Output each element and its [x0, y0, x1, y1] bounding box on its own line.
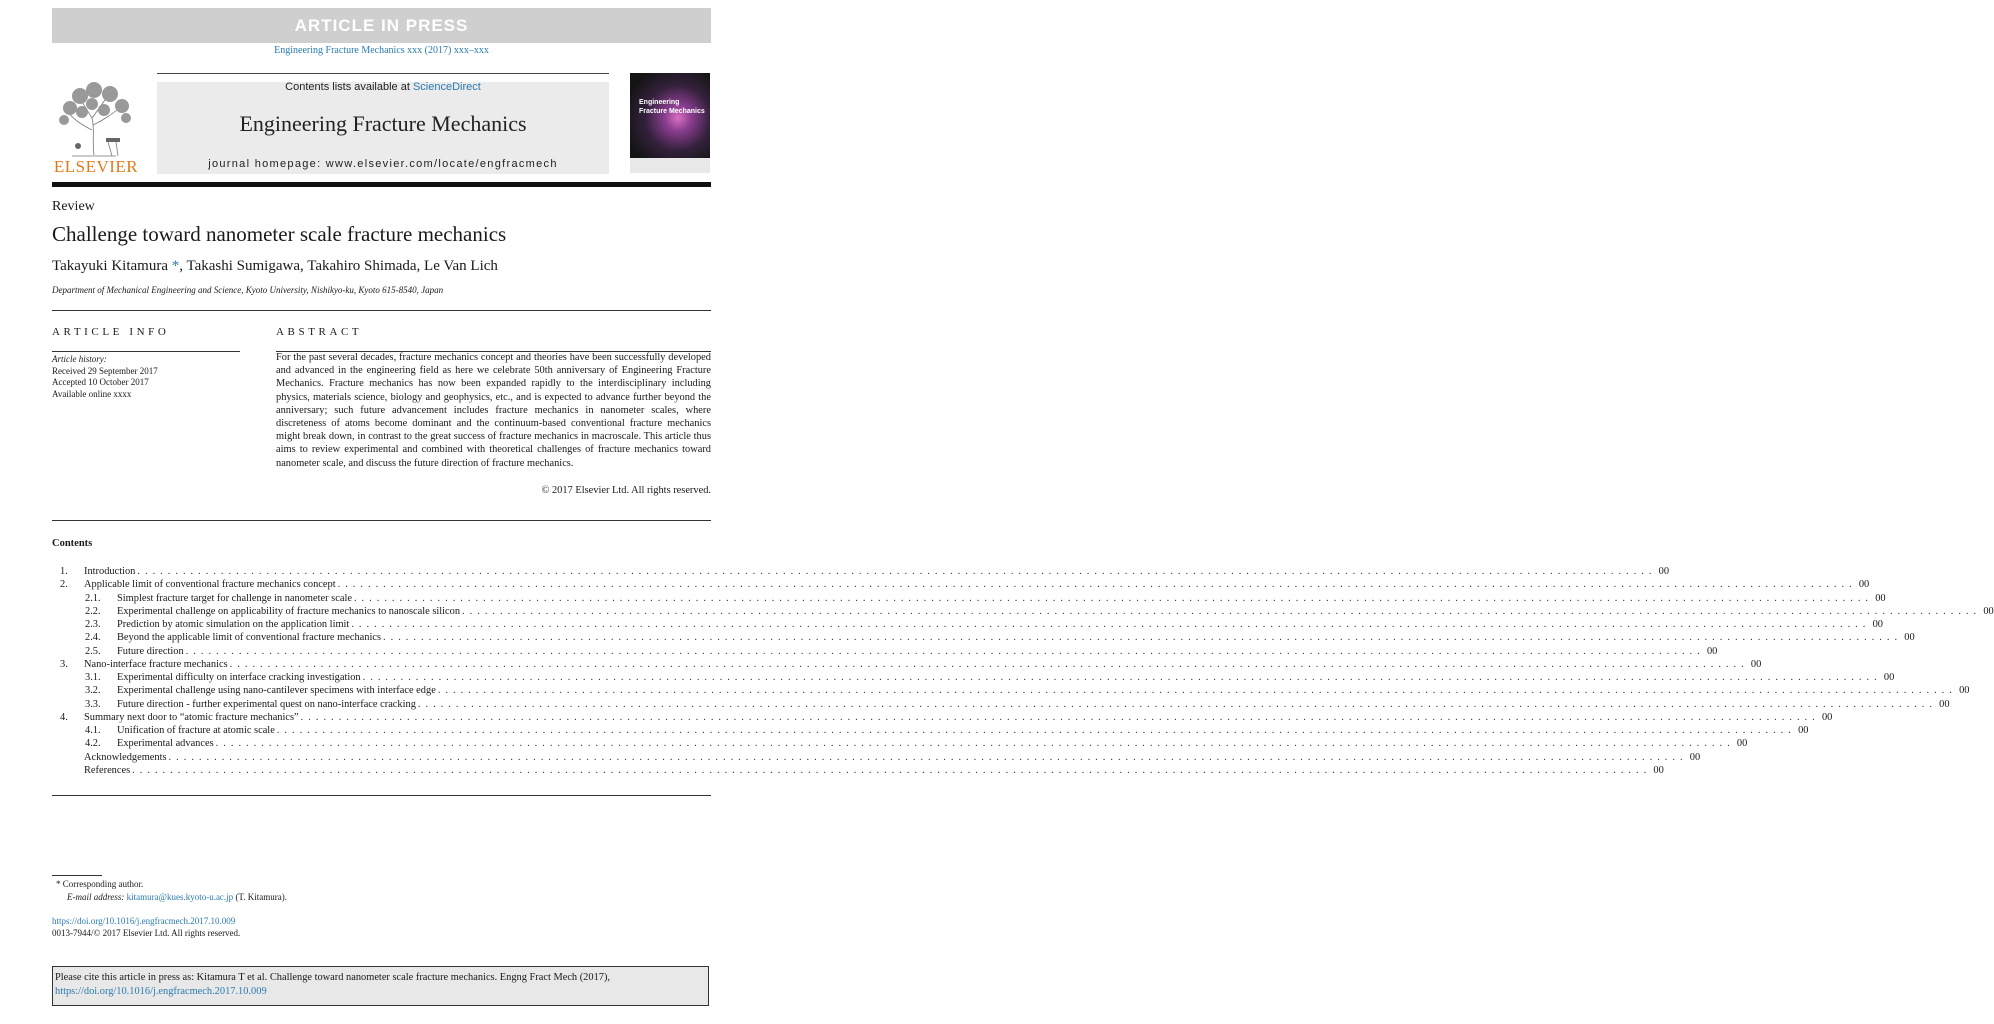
toc-page-number: 00: [1959, 685, 1970, 697]
toc-leader-dots: . . . . . . . . . . . . . . . . . . . . . . . . . . . . . . . . . . . . . . . . . . . . . . . . . . . . . . . . . . . . . . . . . . . . . . . . . . . . . . . . . . . . . . . . . . . . . . . . . . . . . . . . . . . . . . . . . . . . . . . . . . . . . . . . . . . . . . . . . . . . . . . . . . . . . . . . . . . . . . . . . . . . . . . . . . . . . . . . . . . . . . . . . . . . . . . . . . . . . . . .: [185, 645, 1701, 657]
toc-entry[interactable]: [52, 737, 1748, 750]
doi-block: [52, 915, 240, 939]
toc-entry[interactable]: [52, 764, 1664, 777]
journal-cover-strip: [630, 158, 710, 173]
toc-entry[interactable]: [52, 605, 1994, 618]
contents-available-text: Contents lists available at: [285, 81, 413, 93]
article-info-rule: [52, 351, 240, 352]
email-link[interactable]: kitamura@kues.kyoto-u.ac.jp: [126, 892, 234, 902]
contents-top-rule: [52, 520, 711, 521]
toc-number: 2.: [60, 579, 68, 591]
toc-leader-dots: . . . . . . . . . . . . . . . . . . . . . . . . . . . . . . . . . . . . . . . . . . . . . . . . . . . . . . . . . . . . . . . . . . . . . . . . . . . . . . . . . . . . . . . . . . . . . . . . . . . . . . . . . . . . . . . . . . . . . . . . . . . . . . . . . . . . . . . . . . . . . . . . . . . . . . . . . . . . . . . . . . . . . . . . . . . . . . . . . . . . . . . . . . . . . . . . . . . . . . . .: [351, 619, 1867, 630]
toc-number: 2.2.: [85, 605, 101, 617]
author-list: [52, 258, 498, 275]
toc-label[interactable]: Prediction by atomic simulation on the application limit: [117, 619, 350, 630]
toc-entry[interactable]: [52, 658, 1762, 671]
toc-leader-dots: . . . . . . . . . . . . . . . . . . . . . . . . . . . . . . . . . . . . . . . . . . . . . . . . . . . . . . . . . . . . . . . . . . . . . . . . . . . . . . . . . . . . . . . . . . . . . . . . . . . . . . . . . . . . . . . . . . . . . . . . . . . . . . . . . . . . . . . . . . . . . . . . . . . . . . . . . . . . . . . . . . . . . . . . . . . . . . . . . . . . . . . . . . . . . . . . . . . . . . . .: [229, 658, 1745, 670]
toc-label[interactable]: Simplest fracture target for challenge in nanometer scale: [117, 592, 352, 604]
toc-leader-dots: . . . . . . . . . . . . . . . . . . . . . . . . . . . . . . . . . . . . . . . . . . . . . . . . . . . . . . . . . . . . . . . . . . . . . . . . . . . . . . . . . . . . . . . . . . . . . . . . . . . . . . . . . . . . . . . . . . . . . . . . . . . . . . . . . . . . . . . . . . . . . . . . . . . . . . . . . . . . . . . . . . . . . . . . . . . . . . . . . . . . . . . . . . . . . . . . . . . . . . . .: [362, 672, 1878, 683]
toc-leader-dots: . . . . . . . . . . . . . . . . . . . . . . . . . . . . . . . . . . . . . . . . . . . . . . . . . . . . . . . . . . . . . . . . . . . . . . . . . . . . . . . . . . . . . . . . . . . . . . . . . . . . . . . . . . . . . . . . . . . . . . . . . . . . . . . . . . . . . . . . . . . . . . . . . . . . . . . . . . . . . . . . . . . . . . . . . . . . . . . . . . . . . . . . . . . . . . . . . . . . . . . .: [215, 738, 1731, 750]
toc-leader-dots: . . . . . . . . . . . . . . . . . . . . . . . . . . . . . . . . . . . . . . . . . . . . . . . . . . . . . . . . . . . . . . . . . . . . . . . . . . . . . . . . . . . . . . . . . . . . . . . . . . . . . . . . . . . . . . . . . . . . . . . . . . . . . . . . . . . . . . . . . . . . . . . . . . . . . . . . . . . . . . . . . . . . . . . . . . . . . . . . . . . . . . . . . . . . . . . . . . . . . . . .: [417, 698, 1934, 710]
toc-number: 3.1.: [85, 672, 101, 683]
author-names-rest: , Takashi Sumigawa, Takahiro Shimada, Le Van Lich: [179, 258, 498, 274]
toc-page-number: 00: [1821, 711, 1833, 723]
toc-entry[interactable]: [52, 592, 1886, 605]
toc-page-number: 00: [1883, 672, 1895, 683]
toc-number: 4.1.: [85, 725, 101, 736]
toc-label[interactable]: Applicable limit of conventional fracture mechanics concept: [84, 579, 336, 591]
article-info-heading: ARTICLE INFO: [52, 326, 170, 338]
toc-number: 2.5.: [85, 645, 101, 657]
toc-label[interactable]: Acknowledgements: [84, 751, 167, 763]
toc-number: 2.1.: [85, 592, 101, 604]
toc-entry[interactable]: [52, 724, 1809, 737]
citation-box: [52, 966, 709, 1006]
history-label: Article history:: [52, 354, 107, 364]
author-name: Takayuki Kitamura: [52, 258, 168, 274]
toc-entry[interactable]: [52, 711, 1833, 724]
toc-leader-dots: . . . . . . . . . . . . . . . . . . . . . . . . . . . . . . . . . . . . . . . . . . . . . . . . . . . . . . . . . . . . . . . . . . . . . . . . . . . . . . . . . . . . . . . . . . . . . . . . . . . . . . . . . . . . . . . . . . . . . . . . . . . . . . . . . . . . . . . . . . . . . . . . . . . . . . . . . . . . . . . . . . . . . . . . . . . . . . . . . . . . . . . . . . . . . . . . . . . . . . . .: [437, 685, 1954, 697]
email-suffix: (T. Kitamura).: [235, 892, 287, 902]
toc-entry[interactable]: [52, 751, 1701, 764]
sciencedirect-link[interactable]: ScienceDirect: [412, 81, 481, 93]
toc-number: 3.3.: [85, 698, 101, 710]
journal-homepage[interactable]: journal homepage: www.elsevier.com/locate/engfracmech: [208, 158, 558, 170]
toc-label[interactable]: Experimental challenge on applicability of fracture mechanics to nanoscale silicon: [117, 605, 461, 617]
toc-label[interactable]: Future direction: [117, 645, 184, 657]
corresponding-author-mark[interactable]: *: [171, 258, 180, 274]
abstract-copyright: © 2017 Elsevier Ltd. All rights reserved.: [541, 485, 711, 496]
toc-number: 4.: [60, 711, 68, 723]
toc-number: 3.2.: [85, 685, 101, 697]
toc-label[interactable]: Experimental challenge using nano-cantilever specimens with interface edge: [117, 685, 436, 697]
toc-number: 4.2.: [85, 738, 101, 750]
article-history: [52, 354, 158, 400]
contents-available-line: [157, 81, 609, 93]
toc-label[interactable]: Nano-interface fracture mechanics: [84, 658, 228, 670]
footnote-rule: [52, 875, 102, 876]
toc-page-number: 00: [1858, 579, 1870, 591]
elsevier-wordmark: ELSEVIER: [53, 157, 139, 176]
toc-page-number: 00: [1939, 698, 1950, 710]
toc-label[interactable]: Experimental difficulty on interface cracking investigation: [117, 672, 361, 683]
toc-label[interactable]: Future direction - further experimental quest on nano-interface cracking: [117, 698, 416, 710]
footnote-mark: *: [56, 879, 61, 889]
toc-leader-dots: . . . . . . . . . . . . . . . . . . . . . . . . . . . . . . . . . . . . . . . . . . . . . . . . . . . . . . . . . . . . . . . . . . . . . . . . . . . . . . . . . . . . . . . . . . . . . . . . . . . . . . . . . . . . . . . . . . . . . . . . . . . . . . . . . . . . . . . . . . . . . . . . . . . . . . . . . . . . . . . . . . . . . . . . . . . . . . . . . . . . . . . . . . . . . . . . . . . . . . . .: [168, 751, 1684, 763]
abstract-text: For the past several decades, fracture mechanics concept and theories have been successfully developed and advanced in the engineering field as here we celebrate 50th anniversary of Engineering Fracture Mechanics. Fracture mechanics has now been expanded rapidly to the interdisciplinary including physics, materials science, biology and geophysics, etc., and is expected to advance further beyond the anniversary; such future advancement includes fracture mechanics in nanometer scales, where discreteness of atoms become dominant and the continuum-based conventional fracture mechanics might break down, in contrast to the great success of fracture mechanics in macroscale. This article thus aims to review experimental and combined with theoretical challenges of fracture mechanics toward nanometer scale, and discuss the future direction of fracture mechanics.: [276, 352, 711, 469]
toc-label[interactable]: Introduction: [84, 566, 136, 577]
contents-bottom-rule: [52, 795, 711, 796]
toc-entry[interactable]: [52, 631, 1915, 644]
corresponding-author-note: Corresponding author.: [62, 879, 144, 889]
toc-leader-dots: . . . . . . . . . . . . . . . . . . . . . . . . . . . . . . . . . . . . . . . . . . . . . . . . . . . . . . . . . . . . . . . . . . . . . . . . . . . . . . . . . . . . . . . . . . . . . . . . . . . . . . . . . . . . . . . . . . . . . . . . . . . . . . . . . . . . . . . . . . . . . . . . . . . . . . . . . . . . . . . . . . . . . . . . . . . . . . . . . . . . . . . . . . . . . . . . . . . . . . . .: [462, 605, 1978, 617]
affiliation: Department of Mechanical Engineering and Science, Kyoto University, Nishikyo-ku, Kyoto 615-8540, Japan: [52, 285, 444, 295]
citation-doi-link[interactable]: https://doi.org/10.1016/j.engfracmech.2017.10.009: [55, 986, 267, 997]
toc-page-number: 00: [1798, 725, 1809, 736]
toc-label[interactable]: Unification of fracture at atomic scale: [117, 725, 275, 736]
article-in-press-banner: ARTICLE IN PRESS: [52, 8, 711, 43]
toc-entry[interactable]: [52, 578, 1870, 591]
toc-page-number: 00: [1872, 619, 1883, 630]
abstract-heading: ABSTRACT: [276, 326, 363, 338]
toc-entry[interactable]: [52, 698, 1950, 711]
issn-line: 0013-7944/© 2017 Elsevier Ltd. All rights reserved.: [52, 928, 241, 938]
toc-entry[interactable]: [52, 618, 1883, 631]
masthead-bottom-rule: [52, 182, 711, 187]
toc-page-number: 00: [1983, 605, 1994, 617]
toc-number: 3.: [60, 658, 68, 670]
toc-label[interactable]: Beyond the applicable limit of conventional fracture mechanics: [117, 632, 381, 644]
toc-page-number: 00: [1658, 566, 1670, 577]
received-date: Received 29 September 2017: [52, 365, 158, 376]
masthead-top-rule: [157, 73, 609, 74]
toc-number: 2.3.: [85, 619, 101, 630]
article-title: Challenge toward nanometer scale fracture mechanics: [52, 222, 507, 246]
toc-entry[interactable]: [52, 565, 1670, 578]
toc-page-number: 00: [1706, 645, 1718, 657]
toc-entry[interactable]: [52, 645, 1718, 658]
contents-heading: Contents: [52, 538, 93, 549]
toc-page-number: 00: [1653, 764, 1664, 776]
toc-label[interactable]: Summary next door to “atomic fracture mechanics”: [84, 711, 299, 723]
toc-leader-dots: . . . . . . . . . . . . . . . . . . . . . . . . . . . . . . . . . . . . . . . . . . . . . . . . . . . . . . . . . . . . . . . . . . . . . . . . . . . . . . . . . . . . . . . . . . . . . . . . . . . . . . . . . . . . . . . . . . . . . . . . . . . . . . . . . . . . . . . . . . . . . . . . . . . . . . . . . . . . . . . . . . . . . . . . . . . . . . . . . . . . . . . . . . . . . . . . . . . . . . . .: [276, 725, 1793, 736]
toc-page-number: 00: [1750, 658, 1762, 670]
toc-number: 1.: [60, 566, 68, 577]
toc-entry[interactable]: [52, 671, 1895, 684]
toc-page-number: 00: [1736, 738, 1748, 750]
journal-title: Engineering Fracture Mechanics: [239, 111, 527, 136]
toc-leader-dots: . . . . . . . . . . . . . . . . . . . . . . . . . . . . . . . . . . . . . . . . . . . . . . . . . . . . . . . . . . . . . . . . . . . . . . . . . . . . . . . . . . . . . . . . . . . . . . . . . . . . . . . . . . . . . . . . . . . . . . . . . . . . . . . . . . . . . . . . . . . . . . . . . . . . . . . . . . . . . . . . . . . . . . . . . . . . . . . . . . . . . . . . . . . . . . . . . . . . . . . .: [300, 711, 1816, 723]
email-label: E-mail address:: [67, 892, 125, 902]
toc-number: 2.4.: [85, 632, 101, 644]
toc-label[interactable]: References: [84, 764, 131, 776]
citation-text: Please cite this article in press as: Kitamura T et al. Challenge toward nanometer scale fracture mechanics. Engng Fract Mech (2017),: [55, 972, 611, 983]
journal-cover-title: Engineering Fracture Mechanics: [639, 99, 705, 115]
accepted-date: Accepted 10 October 2017: [52, 377, 149, 387]
toc-leader-dots: . . . . . . . . . . . . . . . . . . . . . . . . . . . . . . . . . . . . . . . . . . . . . . . . . . . . . . . . . . . . . . . . . . . . . . . . . . . . . . . . . . . . . . . . . . . . . . . . . . . . . . . . . . . . . . . . . . . . . . . . . . . . . . . . . . . . . . . . . . . . . . . . . . . . . . . . . . . . . . . . . . . . . . . . . . . . . . . . . . . . . . . . . . . . . . . . . . . . . . . .: [337, 579, 1853, 591]
article-type: Review: [52, 199, 95, 214]
info-top-rule: [52, 310, 711, 311]
toc-leader-dots: . . . . . . . . . . . . . . . . . . . . . . . . . . . . . . . . . . . . . . . . . . . . . . . . . . . . . . . . . . . . . . . . . . . . . . . . . . . . . . . . . . . . . . . . . . . . . . . . . . . . . . . . . . . . . . . . . . . . . . . . . . . . . . . . . . . . . . . . . . . . . . . . . . . . . . . . . . . . . . . . . . . . . . . . . . . . . . . . . . . . . . . . . . . . . . . . . . . . . . . .: [132, 764, 1648, 776]
toc-label[interactable]: Experimental advances: [117, 738, 214, 750]
doi-link[interactable]: https://doi.org/10.1016/j.engfracmech.2017.10.009: [52, 916, 236, 926]
toc-entry[interactable]: [52, 684, 1970, 697]
toc-page-number: 00: [1904, 632, 1915, 644]
journal-reference[interactable]: Engineering Fracture Mechanics xxx (2017) xxx–xxx: [274, 45, 489, 56]
toc-leader-dots: . . . . . . . . . . . . . . . . . . . . . . . . . . . . . . . . . . . . . . . . . . . . . . . . . . . . . . . . . . . . . . . . . . . . . . . . . . . . . . . . . . . . . . . . . . . . . . . . . . . . . . . . . . . . . . . . . . . . . . . . . . . . . . . . . . . . . . . . . . . . . . . . . . . . . . . . . . . . . . . . . . . . . . . . . . . . . . . . . . . . . . . . . . . . . . . . . . . . . . . .: [137, 566, 1653, 577]
toc-leader-dots: . . . . . . . . . . . . . . . . . . . . . . . . . . . . . . . . . . . . . . . . . . . . . . . . . . . . . . . . . . . . . . . . . . . . . . . . . . . . . . . . . . . . . . . . . . . . . . . . . . . . . . . . . . . . . . . . . . . . . . . . . . . . . . . . . . . . . . . . . . . . . . . . . . . . . . . . . . . . . . . . . . . . . . . . . . . . . . . . . . . . . . . . . . . . . . . . . . . . . . . .: [383, 632, 1899, 644]
toc-leader-dots: . . . . . . . . . . . . . . . . . . . . . . . . . . . . . . . . . . . . . . . . . . . . . . . . . . . . . . . . . . . . . . . . . . . . . . . . . . . . . . . . . . . . . . . . . . . . . . . . . . . . . . . . . . . . . . . . . . . . . . . . . . . . . . . . . . . . . . . . . . . . . . . . . . . . . . . . . . . . . . . . . . . . . . . . . . . . . . . . . . . . . . . . . . . . . . . . . . . . . . . .: [353, 592, 1870, 604]
online-date: Available online xxxx: [52, 388, 132, 399]
footnote: [56, 878, 287, 904]
toc-page-number: 00: [1689, 751, 1701, 763]
toc-page-number: 00: [1875, 592, 1886, 604]
